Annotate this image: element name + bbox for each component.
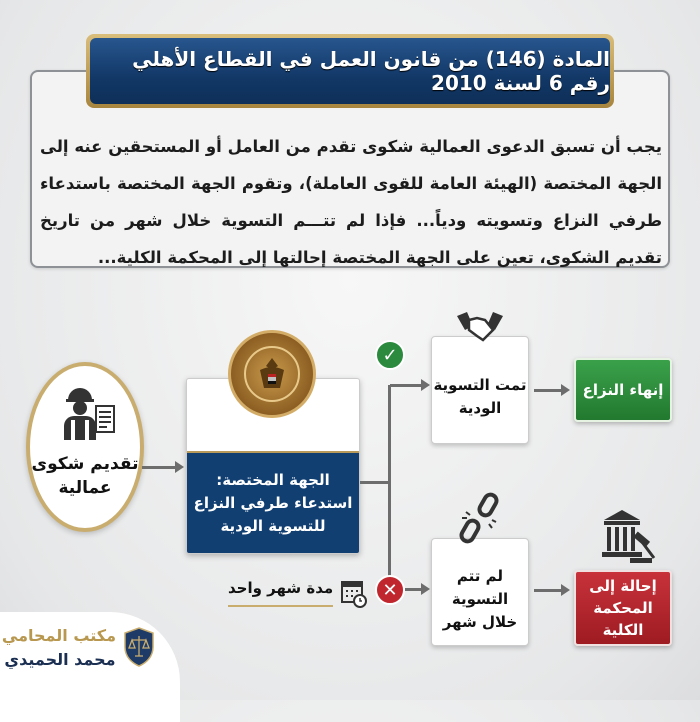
handshake-icon xyxy=(455,310,505,346)
connector-line xyxy=(360,481,390,484)
arrow-right xyxy=(534,389,562,392)
end-dispute-box: إنهاء النزاع xyxy=(574,358,672,422)
authority-label: الجهة المختصة: استدعاء طرفي النزاع للتسوية الودية xyxy=(187,451,359,553)
arrow-right xyxy=(142,466,176,469)
courthouse-gavel-icon xyxy=(600,506,656,566)
law-office-logo-text: مكتب المحامي محمد الحميدي xyxy=(1,626,116,669)
check-icon: ✓ xyxy=(375,340,405,370)
not-settled-box: لم تتم التسوية خلال شهر xyxy=(431,538,529,646)
complaint-step xyxy=(26,362,144,532)
arrow-right xyxy=(390,384,422,387)
scales-shield-icon xyxy=(124,627,154,667)
worker-icon xyxy=(62,384,116,442)
authority-seal-icon xyxy=(228,330,316,418)
complaint-step-label: تقديم شكوى عمالية xyxy=(31,454,139,498)
arrow-right xyxy=(534,589,562,592)
calendar-clock-icon xyxy=(341,578,367,608)
refer-court-box: إحالة إلى المحكمة الكلية xyxy=(574,570,672,646)
title-banner xyxy=(86,34,614,108)
article-text: يجب أن تسبق الدعوى العمالية شكوى تقدم من العامل أو المستحقين عنه إلى الجهة المختصة (الهيئة العامة للقوى العاملة)، وتقوم الجهة المختصة باستدعاء طرفي النزاع وتسويته ودياً... فإذا لم تتـــم التسوية خلال شهر من تاريخ تقديم الشكوى، تعين على الجهة المختصة إحالتها إلى المحكمة الكلية... xyxy=(40,137,662,267)
page-title: المادة (146) من قانون العمل في القطاع الأهلي رقم 6 لسنة 2010 xyxy=(90,38,610,104)
duration-label: مدة شهر واحد xyxy=(228,578,367,608)
branch-line xyxy=(388,385,391,590)
arrow-right xyxy=(405,588,422,591)
settled-box: تمت التسوية الودية xyxy=(431,336,529,444)
broken-chain-icon xyxy=(458,492,502,544)
cross-icon: ✕ xyxy=(375,575,405,605)
